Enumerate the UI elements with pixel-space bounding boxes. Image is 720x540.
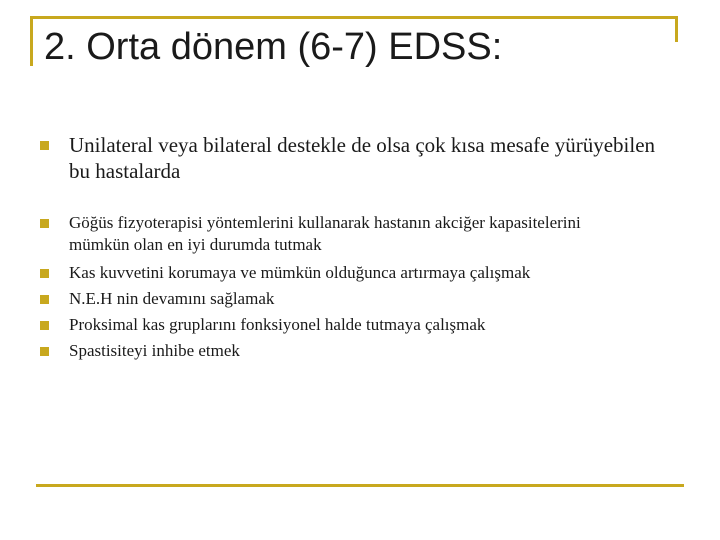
square-bullet-icon bbox=[40, 141, 49, 150]
bullet-text: Unilateral veya bilateral destekle de olsa çok kısa mesafe yürüyebilen bu hastalarda bbox=[69, 133, 656, 183]
right-accent-line bbox=[675, 16, 678, 42]
square-bullet-icon bbox=[40, 321, 49, 330]
square-bullet-icon bbox=[40, 347, 49, 356]
bullet-text: Kas kuvvetini korumaya ve mümkün olduğunca artırmaya çalışmak bbox=[69, 263, 531, 282]
bottom-accent-line bbox=[36, 484, 684, 487]
bullet-text: Spastisiteyi inhibe etmek bbox=[69, 341, 240, 360]
slide-title: 2. Orta dönem (6-7) EDSS: bbox=[44, 26, 503, 68]
square-bullet-icon bbox=[40, 219, 49, 228]
bullet-text: N.E.H nin devamını sağlamak bbox=[69, 289, 275, 308]
bullet-text bbox=[69, 212, 689, 256]
bullet-text: Proksimal kas gruplarını fonksiyonel halde tutmaya çalışmak bbox=[69, 315, 486, 334]
square-bullet-icon bbox=[40, 295, 49, 304]
bullet-text-line: mümkün olan en iyi durumda tutmak bbox=[69, 235, 322, 254]
top-accent-line bbox=[30, 16, 678, 19]
left-accent-line bbox=[30, 16, 33, 66]
square-bullet-icon bbox=[40, 269, 49, 278]
bullet-text-line: Göğüs fizyoterapisi yöntemlerini kullanarak hastanın akciğer kapasitelerini bbox=[69, 213, 581, 232]
